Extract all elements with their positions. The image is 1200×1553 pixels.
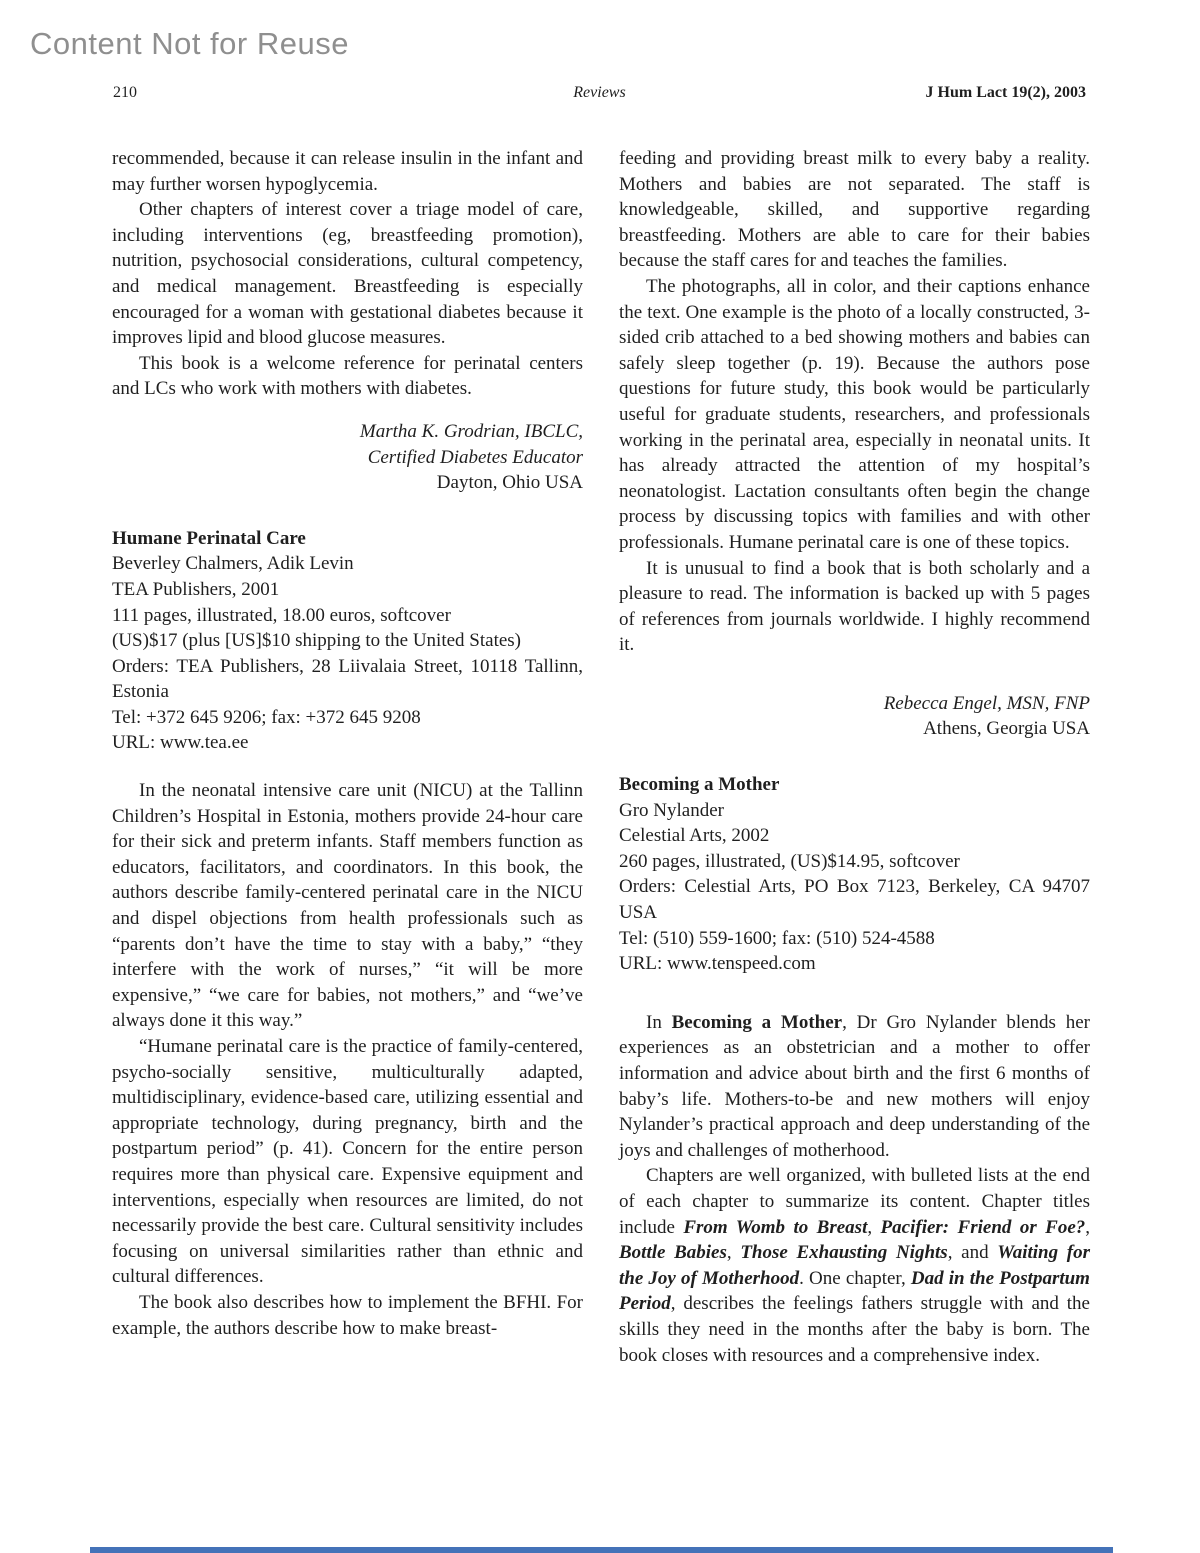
paragraph: Chapters are well organized, with bulleted lists at the end of each chapter to summarize its content. Chapter titles include From Womb to Breast, Pacifier: Friend or Foe?, Bottle Babies, Those Exhausting Nights, and Waiting for the Joy of Motherhood. One chapter, Dad in the Postpartum Period, describes the feelings fathers struggle with and the skills they need in the months after the baby is born. The book closes with resources and a comprehensive index.: [619, 1165, 1091, 1366]
right-column: [619, 146, 1090, 1368]
paragraph: The photographs, all in color, and their captions enhance the text. One example is the photo of a locally constructed, 3-sided crib attached to a bed showing mothers and babies can safely sleep together (p. 19). Because the authors pose questions for future study, this book would be particularly useful for graduate students, researchers, and professionals working in the perinatal area, especially in neonatal units. It has already attracted the attention of my hospital’s neonatologist. Lactation consultants often begin the change process by discussing topics with families and with other professionals. Humane perinatal care is one of these topics.: [619, 275, 1090, 553]
page-bottom-accent-bar: [90, 1547, 1113, 1553]
book-info-line: Orders: TEA Publishers, 28 Liivalaia Street, 10118 Tallinn, Estonia: [112, 655, 583, 703]
book-info-line: Celestial Arts, 2002: [619, 825, 770, 847]
two-column-body: [112, 146, 1090, 1368]
watermark-text: Content Not for Reuse: [30, 26, 349, 61]
book-info-line: 260 pages, illustrated, (US)$14.95, softcover: [619, 850, 960, 872]
paragraph: It is unusual to find a book that is both scholarly and a pleasure to read. The information is backed up with 5 pages of references from journals worldwide. I highly recommend it.: [619, 557, 1090, 656]
book-info-line: (US)$17 (plus [US]$10 shipping to the United States): [112, 630, 522, 652]
paragraph: feeding and providing breast milk to every baby a reality. Mothers and babies are not separated. The staff is knowledgeable, skilled, and supportive regarding breastfeeding. Mothers are able to care for their babies because the staff cares for and teaches the families.: [619, 148, 1090, 272]
book-title-heading: Humane Perinatal Care: [112, 527, 306, 549]
reviewer-signature: [619, 691, 1090, 742]
journal-citation: J Hum Lact 19(2), 2003: [925, 84, 1086, 101]
page-number: 210: [113, 84, 137, 101]
paragraph: The book also describes how to implement the BFHI. For example, the authors describe how to make breast-: [112, 1291, 583, 1339]
book-info-line: Tel: (510) 559-1600; fax: (510) 524-4588: [619, 927, 935, 949]
book-title-heading: Becoming a Mother: [619, 774, 780, 796]
book-info-line: URL: www.tea.ee: [112, 732, 249, 754]
book-info-line: Beverley Chalmers, Adik Levin: [112, 553, 354, 575]
book-info-line: TEA Publishers, 2001: [112, 578, 280, 600]
left-column: [112, 146, 583, 1368]
book-info-line: Gro Nylander: [619, 799, 724, 821]
section-title: Reviews: [573, 84, 626, 101]
book-info-line: URL: www.tenspeed.com: [619, 953, 816, 975]
book-info-line: Orders: Celestial Arts, PO Box 7123, Berkeley, CA 94707 USA: [619, 876, 1090, 924]
reviewer-location: Dayton, Ohio USA: [436, 472, 583, 494]
reviewer-title: Certified Diabetes Educator: [367, 446, 583, 468]
reviewer-location: Athens, Georgia USA: [923, 718, 1090, 740]
paragraph: “Humane perinatal care is the practice of family-centered, psycho-socially sensitive, multiculturally adapted, multidisciplinary, evidence-based care, utilizing essential and appropriate technology, during pregnancy, birth and the postpartum period” (p. 41). Concern for the entire person requires more than physical care. Expensive equipment and interventions, especially when resources are limited, do not necessarily provide the best care. Cultural sensitivity includes focusing on universal similarities rather than ethnic and cultural differences.: [112, 1036, 583, 1288]
paragraph: In the neonatal intensive care unit (NICU) at the Tallinn Children’s Hospital in Estonia, mothers provide 24-hour care for their sick and preterm infants. Staff members function as educators, facilitators, and coordinators. In this book, the authors describe family-centered perinatal care in the NICU and dispel objections from health professionals such as “parents don’t have the time to stay with a baby,” “they interfere with the work of nurses,” “it will be more expensive,” “we care for babies, not mothers,” and “we’ve always done it this way.”: [112, 780, 583, 1032]
running-head: [113, 84, 1086, 102]
book-info-line: Tel: +372 645 9206; fax: +372 645 9208: [112, 706, 421, 728]
paragraph: In Becoming a Mother, Dr Gro Nylander blends her experiences as an obstetrician and a mother to offer information and advice about birth and the first 6 months of baby’s life. Mothers-to-be and new mothers will enjoy Nylander’s practical approach and deep understanding of the joys and challenges of motherhood.: [619, 1011, 1091, 1161]
paragraph: This book is a welcome reference for perinatal centers and LCs who work with mothers with diabetes.: [112, 352, 583, 400]
paragraph: recommended, because it can release insulin in the infant and may further worsen hypoglycemia.: [112, 148, 583, 195]
paragraph: Other chapters of interest cover a triage model of care, including interventions (eg, breastfeeding promotion), nutrition, psychosocial considerations, cultural competency, and medical management. Breastfeeding is especially encouraged for a woman with gestational diabetes because it improves lipid and blood glucose measures.: [112, 199, 583, 349]
book-info-line: 111 pages, illustrated, 18.00 euros, softcover: [112, 604, 451, 626]
reviewer-signature: [112, 419, 583, 496]
reviewer-name: Martha K. Grodrian, IBCLC,: [359, 420, 583, 442]
reviewer-name: Rebecca Engel, MSN, FNP: [883, 692, 1090, 714]
